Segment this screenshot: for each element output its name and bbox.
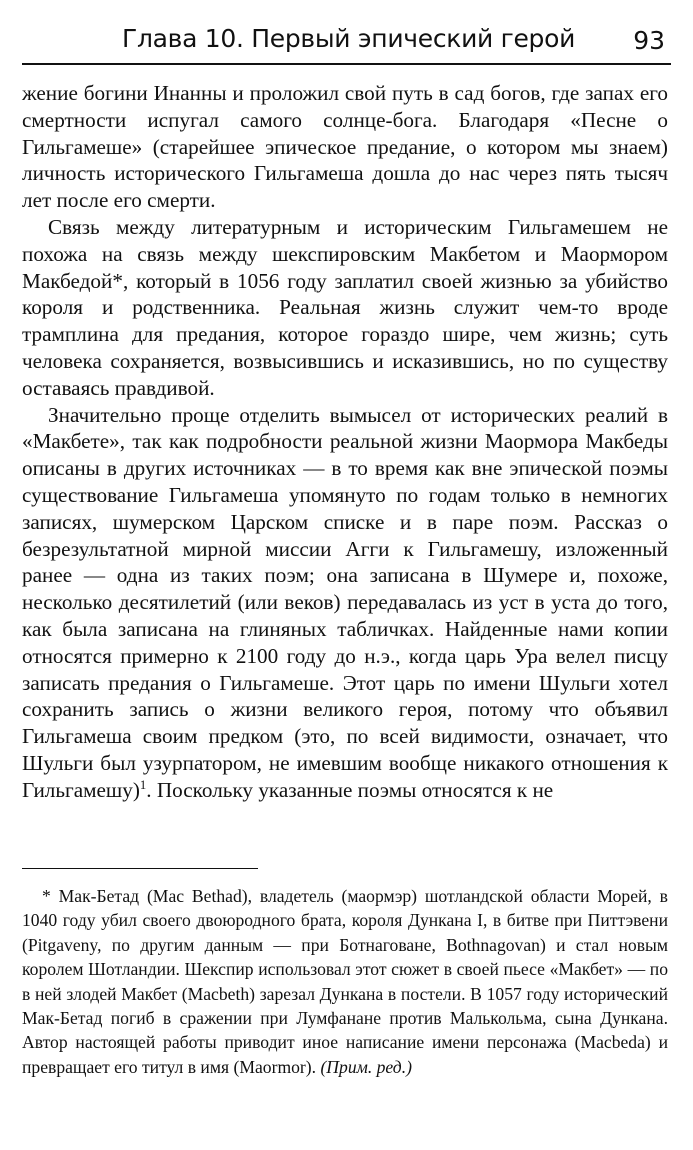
header-rule xyxy=(22,63,671,65)
footnote xyxy=(22,884,668,1079)
editor-note: (Прим. ред.) xyxy=(320,1056,412,1077)
paragraph-1 xyxy=(22,80,668,214)
paragraph-3-text-after: . Поскольку указанные поэмы относятся к не xyxy=(146,777,554,802)
footnote-marker-1: 1 xyxy=(139,777,147,792)
chapter-title: Глава 10. Первый эпический герой xyxy=(122,24,576,53)
paragraph-3 xyxy=(22,402,668,804)
page-number: 93 xyxy=(633,26,665,55)
paragraph-2-text-before: Связь между литературным и историческим Гильгамешем не похожа на связь между шекспировским Макбетом и Маормором Макбедой xyxy=(22,214,668,293)
running-header xyxy=(22,20,671,56)
footnote-rule xyxy=(22,868,258,869)
paragraph-1-text: жение богини Инанны и проложил свой путь в сад богов, где запах его смертности испугал самого солнце-бога. Благодаря «Песне о Гильгамеше» (старейшее эпическое предание, о котором мы знаем) личность исторического Гильгамеша дошла до нас через пять тысяч лет после его смерти. xyxy=(22,81,668,213)
paragraph-2-text-after: , который в 1056 году заплатил своей жизнью за убийство короля и родственника. Реальная жизнь служит чем-то вроде трамплина для предания, которое гораздо шире, чем жизнь; суть человека сохраняется, возвысившись и исказившись, но по существу оставаясь правдивой. xyxy=(22,268,668,400)
footnote-marker-asterisk: * xyxy=(112,268,123,293)
main-text xyxy=(22,80,668,804)
paragraph-3-text-before: Значительно проще отделить вымысел от исторических реалий в «Макбете», так как подробности реальной жизни Маормора Макбеды описаны в других источниках — в то время как вне эпической поэмы существование Гильгамеша упомянуто по годам только в немногих записях, шумерском Царском списке и в паре поэм. Рассказ о безрезультатной мирной миссии Агги к Гильгамешу, изложенный ранее — одна из таких поэм; она записана в Шумере и, похоже, несколько десятилетий (или веков) передавалась из уст в уста до того, как была записана на глиняных табличках. Найденные нами копии относятся примерно к 2100 году до н.э., когда царь Ура велел писцу записать предания о Гильгамеше. Этот царь по имени Шульги хотел сохранить запись о жизни великого героя, потому что объявил Гильгамеша своим предком (это, по всей видимости, означает, что Шульги был узурпатором, не имевшим вообще никакого отношения к Гильгамешу) xyxy=(22,402,668,802)
footnote-marker: * xyxy=(42,886,51,906)
footnote-text: Мак-Бетад (Mac Bethad), владетель (маормэр) шотландской области Морей, в 1040 году убил своего двоюродного брата, короля Дункана I, в битве при Питтэвени (Pitgaveny, по другим данным — при Ботнаговане, Bothnagovan) и стал новым королем Шотландии. Шекспир использовал этот сюжет в своей пьесе «Макбет» — по в ней злодей Макбет (Macbeth) зарезал Дункана в постели. В 1057 году исторический Мак-Бетад погиб в сражении при Лумфанане против Малькольма, сына Дункана. Автор настоящей работы приводит иное написание имени персонажа (Macbeda) и превращает его титул в имя (Maormor). xyxy=(22,886,668,1077)
paragraph-2 xyxy=(22,214,668,402)
